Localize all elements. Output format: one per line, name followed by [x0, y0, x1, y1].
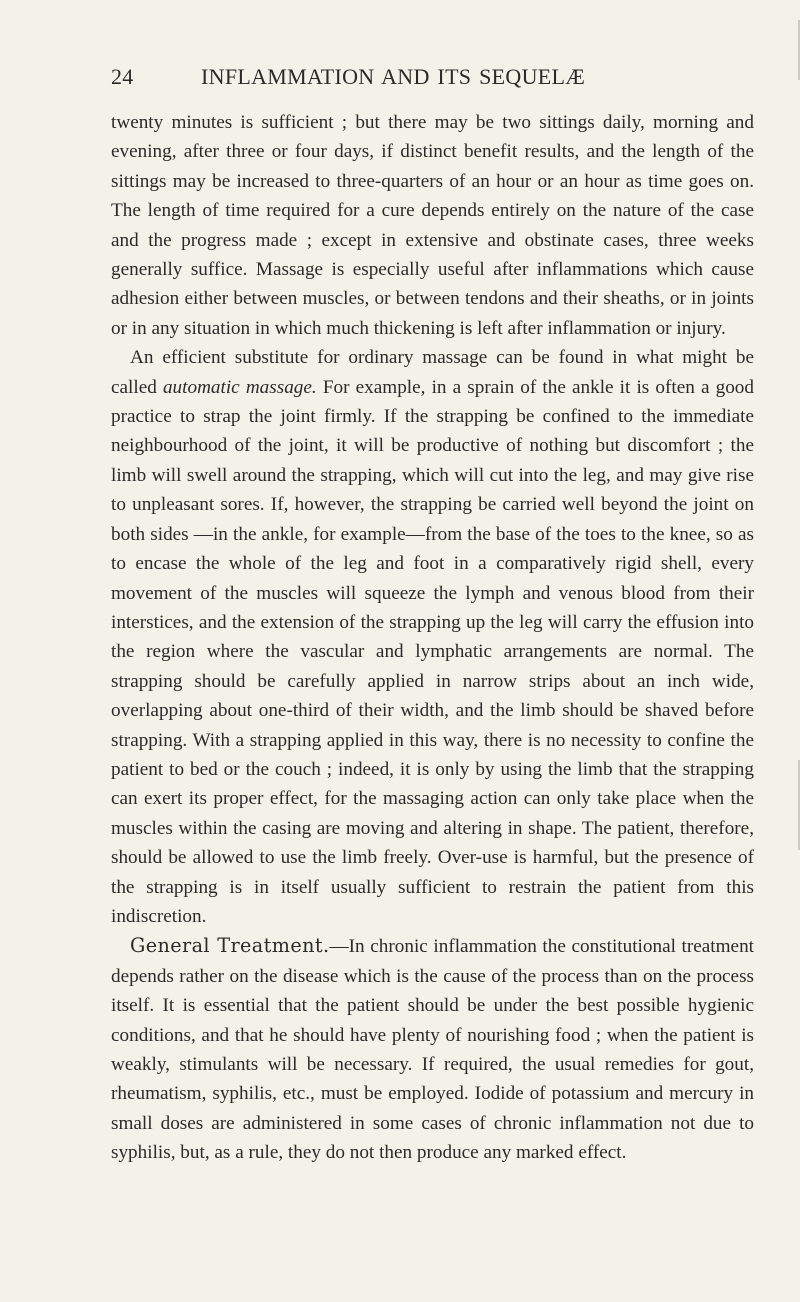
running-title: INFLAMMATION AND ITS SEQUELÆ [201, 64, 586, 89]
paragraph-massage-duration [111, 108, 754, 343]
paragraph-text: twenty minutes is sufficient ; but there may be two sittings daily, morning and evening, after three or four days, if distinct benefit results, and the length of the sittings may be increased to three-quarters of an hour or an hour as time goes on. The length of time required for a cure depends entirely on the nature of the case and the progress made ; except in extensive and obstinate cases, three weeks generally suffice. Massage is especially useful after inflammations which cause adhesion either between muscles, or between tendons and their sheaths, or in joints or in any situation in which much thickening is left after inflammation or injury. [111, 112, 754, 339]
paragraph-general-treatment [111, 931, 754, 1167]
page-number: 24 [111, 64, 134, 89]
page-header [111, 60, 761, 96]
paragraph-automatic-massage [111, 343, 754, 931]
section-heading: General Treatment. [130, 934, 330, 958]
paragraph-text: For example, in a sprain of the ankle it is often a good practice to strap the joint firmly. If the strapping be confined to the immediate neighbourhood of the joint, it will be productive of nothing but discomfort ; the limb will swell around the strapping, which will cut into the leg, and may give rise to unpleasant sores. If, however, the strapping be carried well beyond the joint on both sides —in the ankle, for example—from the base of the toes to the knee, so as to encase the whole of the leg and foot in a comparatively rigid shell, every movement of the muscles will squeeze the lymph and venous blood from their interstices, and the extension of the strapping up the leg will carry the effusion into the region where the vascular and lymphatic arrangements are normal. The strapping should be carefully applied in narrow strips about an inch wide, overlapping about one-third of their width, and the limb should be shaved before strapping. With a strapping applied in this way, there is no necessity to confine the patient to bed or the couch ; indeed, it is only by using the limb that the strapping can exert its proper effect, for the massaging action can only take place when the muscles within the casing are moving and altering in shape. The patient, therefore, should be allowed to use the limb freely. Over-use is harmful, but the presence of the strapping is in itself usually sufficient to restrain the patient from this indiscretion. [111, 376, 754, 927]
italic-term: automatic massage. [162, 376, 317, 398]
body-text [111, 108, 754, 1168]
paragraph-text: —In chronic inflammation the constitutional treatment depends rather on the disease which is the cause of the process than on the process itself. It is essential that the patient should be under the best possible hygienic conditions, and that he should have plenty of nourishing food ; when the patient is weakly, stimulants will be necessary. If required, the usual remedies for gout, rheumatism, syphilis, etc., must be employed. Iodide of potassium and mercury in small doses are administered in some cases of chronic inflammation not due to syphilis, but, as a rule, they do not then produce any marked effect. [111, 936, 754, 1164]
paragraph-text: An efficient substitute for ordinary massage can be found in what might be called [111, 347, 754, 398]
